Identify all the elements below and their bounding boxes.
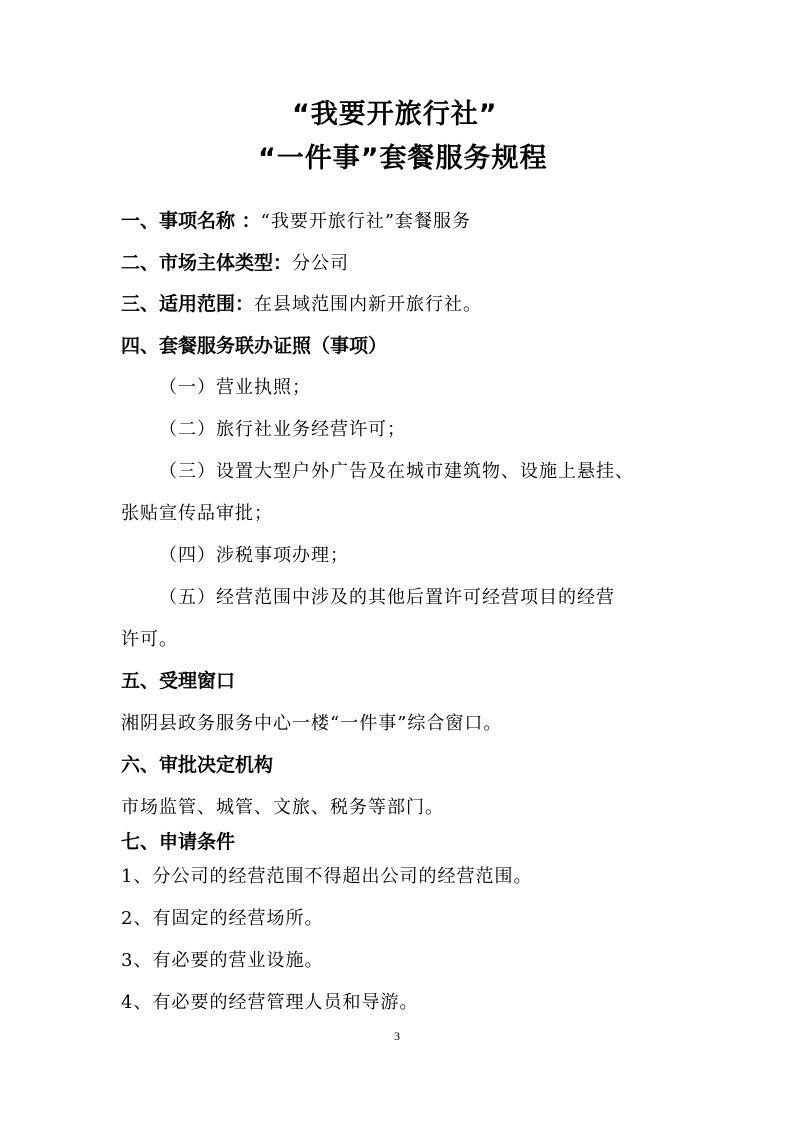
section-7-heading: 七、申请条件 [121,831,236,853]
list-item: （二）旅行社业务经营许可； [159,419,406,440]
list-item: 3、有必要的营业设施。 [121,950,324,971]
section-1-heading: 一、事项名称 ： [121,210,261,232]
list-item: （三）设置大型户外广告及在城市建筑物、设施上悬挂、 [159,461,634,482]
section-5-heading: 五、受理窗口 [121,670,236,692]
section-3 [121,295,482,314]
section-2-heading: 二、市场主体类型： [121,252,293,274]
section-1 [121,212,471,231]
list-item: 许可。 [121,629,178,650]
section-6-heading: 六、审批决定机构 [121,754,274,776]
section-2 [121,254,349,273]
list-item: 张贴宣传品审批； [121,503,273,524]
list-item: （一）营业执照； [159,377,311,398]
title-line-2: “一件事”套餐服务规程 [258,143,548,174]
list-item: （四）涉税事项办理； [159,545,349,566]
title-line-1: “我要开旅行社” [292,99,498,130]
page-number: 3 [394,1029,400,1043]
section-1-text: “我要开旅行社”套餐服务 [260,211,472,232]
list-item: 2、有固定的经营场所。 [121,908,324,929]
list-item: 4、有必要的经营管理人员和导游。 [121,992,419,1013]
section-5-text: 湘阴县政务服务中心一楼“一件事”综合窗口。 [121,713,503,734]
section-2-text: 分公司 [292,253,350,274]
list-item: （五）经营范围中涉及的其他后置许可经营项目的经营 [159,587,615,608]
section-3-text: 在县域范围内新开旅行社。 [254,294,483,315]
list-item: 1、分公司的经营范围不得超出公司的经营范围。 [121,866,533,887]
section-4-heading: 四、套餐服务联办证照（事项） [121,335,388,357]
section-3-heading: 三、适用范围： [121,293,255,315]
section-6-text: 市场监管、城管、文旅、税务等部门。 [121,797,444,818]
